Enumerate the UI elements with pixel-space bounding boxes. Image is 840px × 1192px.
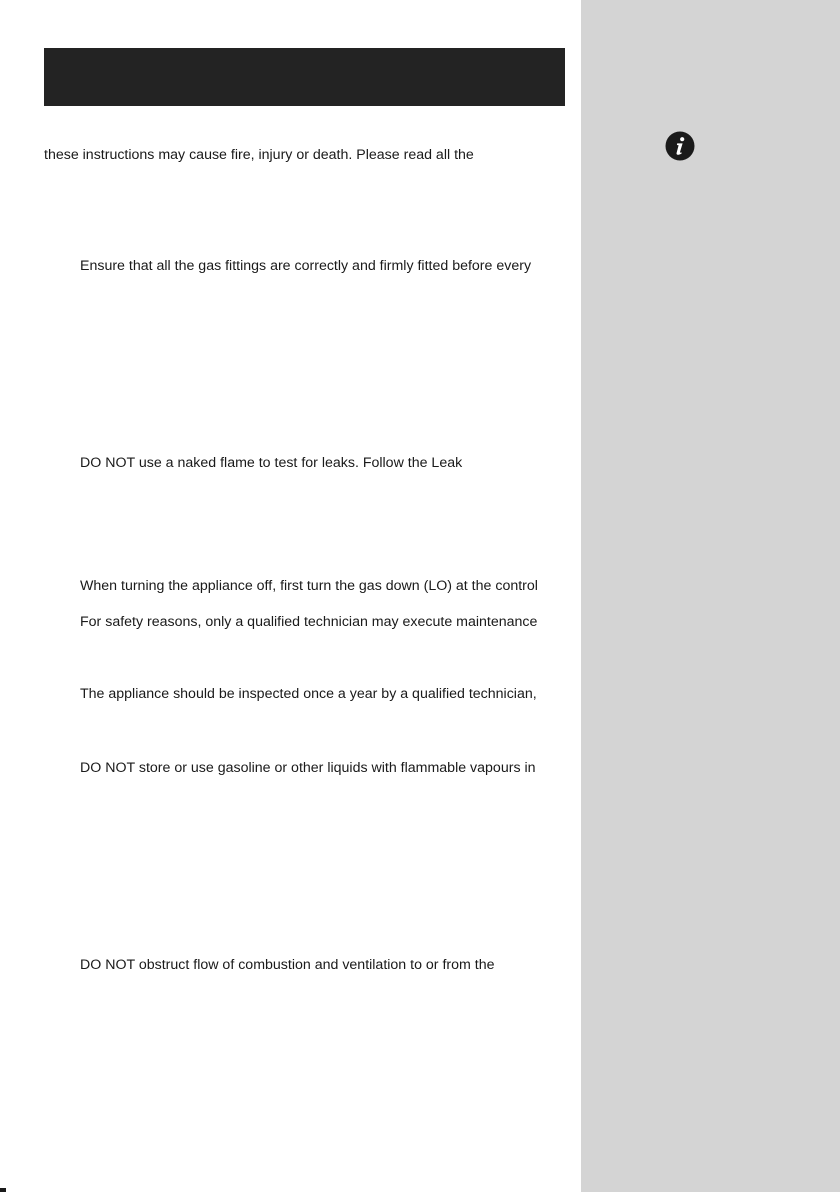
info-sidebar [581, 0, 840, 1192]
intro-text: these instructions may cause fire, injury or death. Please read all the [44, 147, 474, 163]
safety-item: DO NOT use a naked flame to test for leaks. Follow the Leak [80, 455, 463, 471]
safety-item: For safety reasons, only a qualified technician may execute maintenance [80, 614, 538, 630]
info-icon [665, 131, 695, 161]
safety-item: DO NOT obstruct flow of combustion and ventilation to or from the [80, 957, 495, 973]
crop-mark [0, 1188, 6, 1192]
safety-item: The appliance should be inspected once a year by a qualified technician, [80, 686, 537, 702]
safety-item: When turning the appliance off, first turn the gas down (LO) at the control [80, 578, 538, 594]
safety-item: DO NOT store or use gasoline or other liquids with flammable vapours in [80, 760, 536, 776]
safety-item: Ensure that all the gas fittings are correctly and firmly fitted before every [80, 258, 532, 274]
section-header-bar [44, 48, 565, 106]
